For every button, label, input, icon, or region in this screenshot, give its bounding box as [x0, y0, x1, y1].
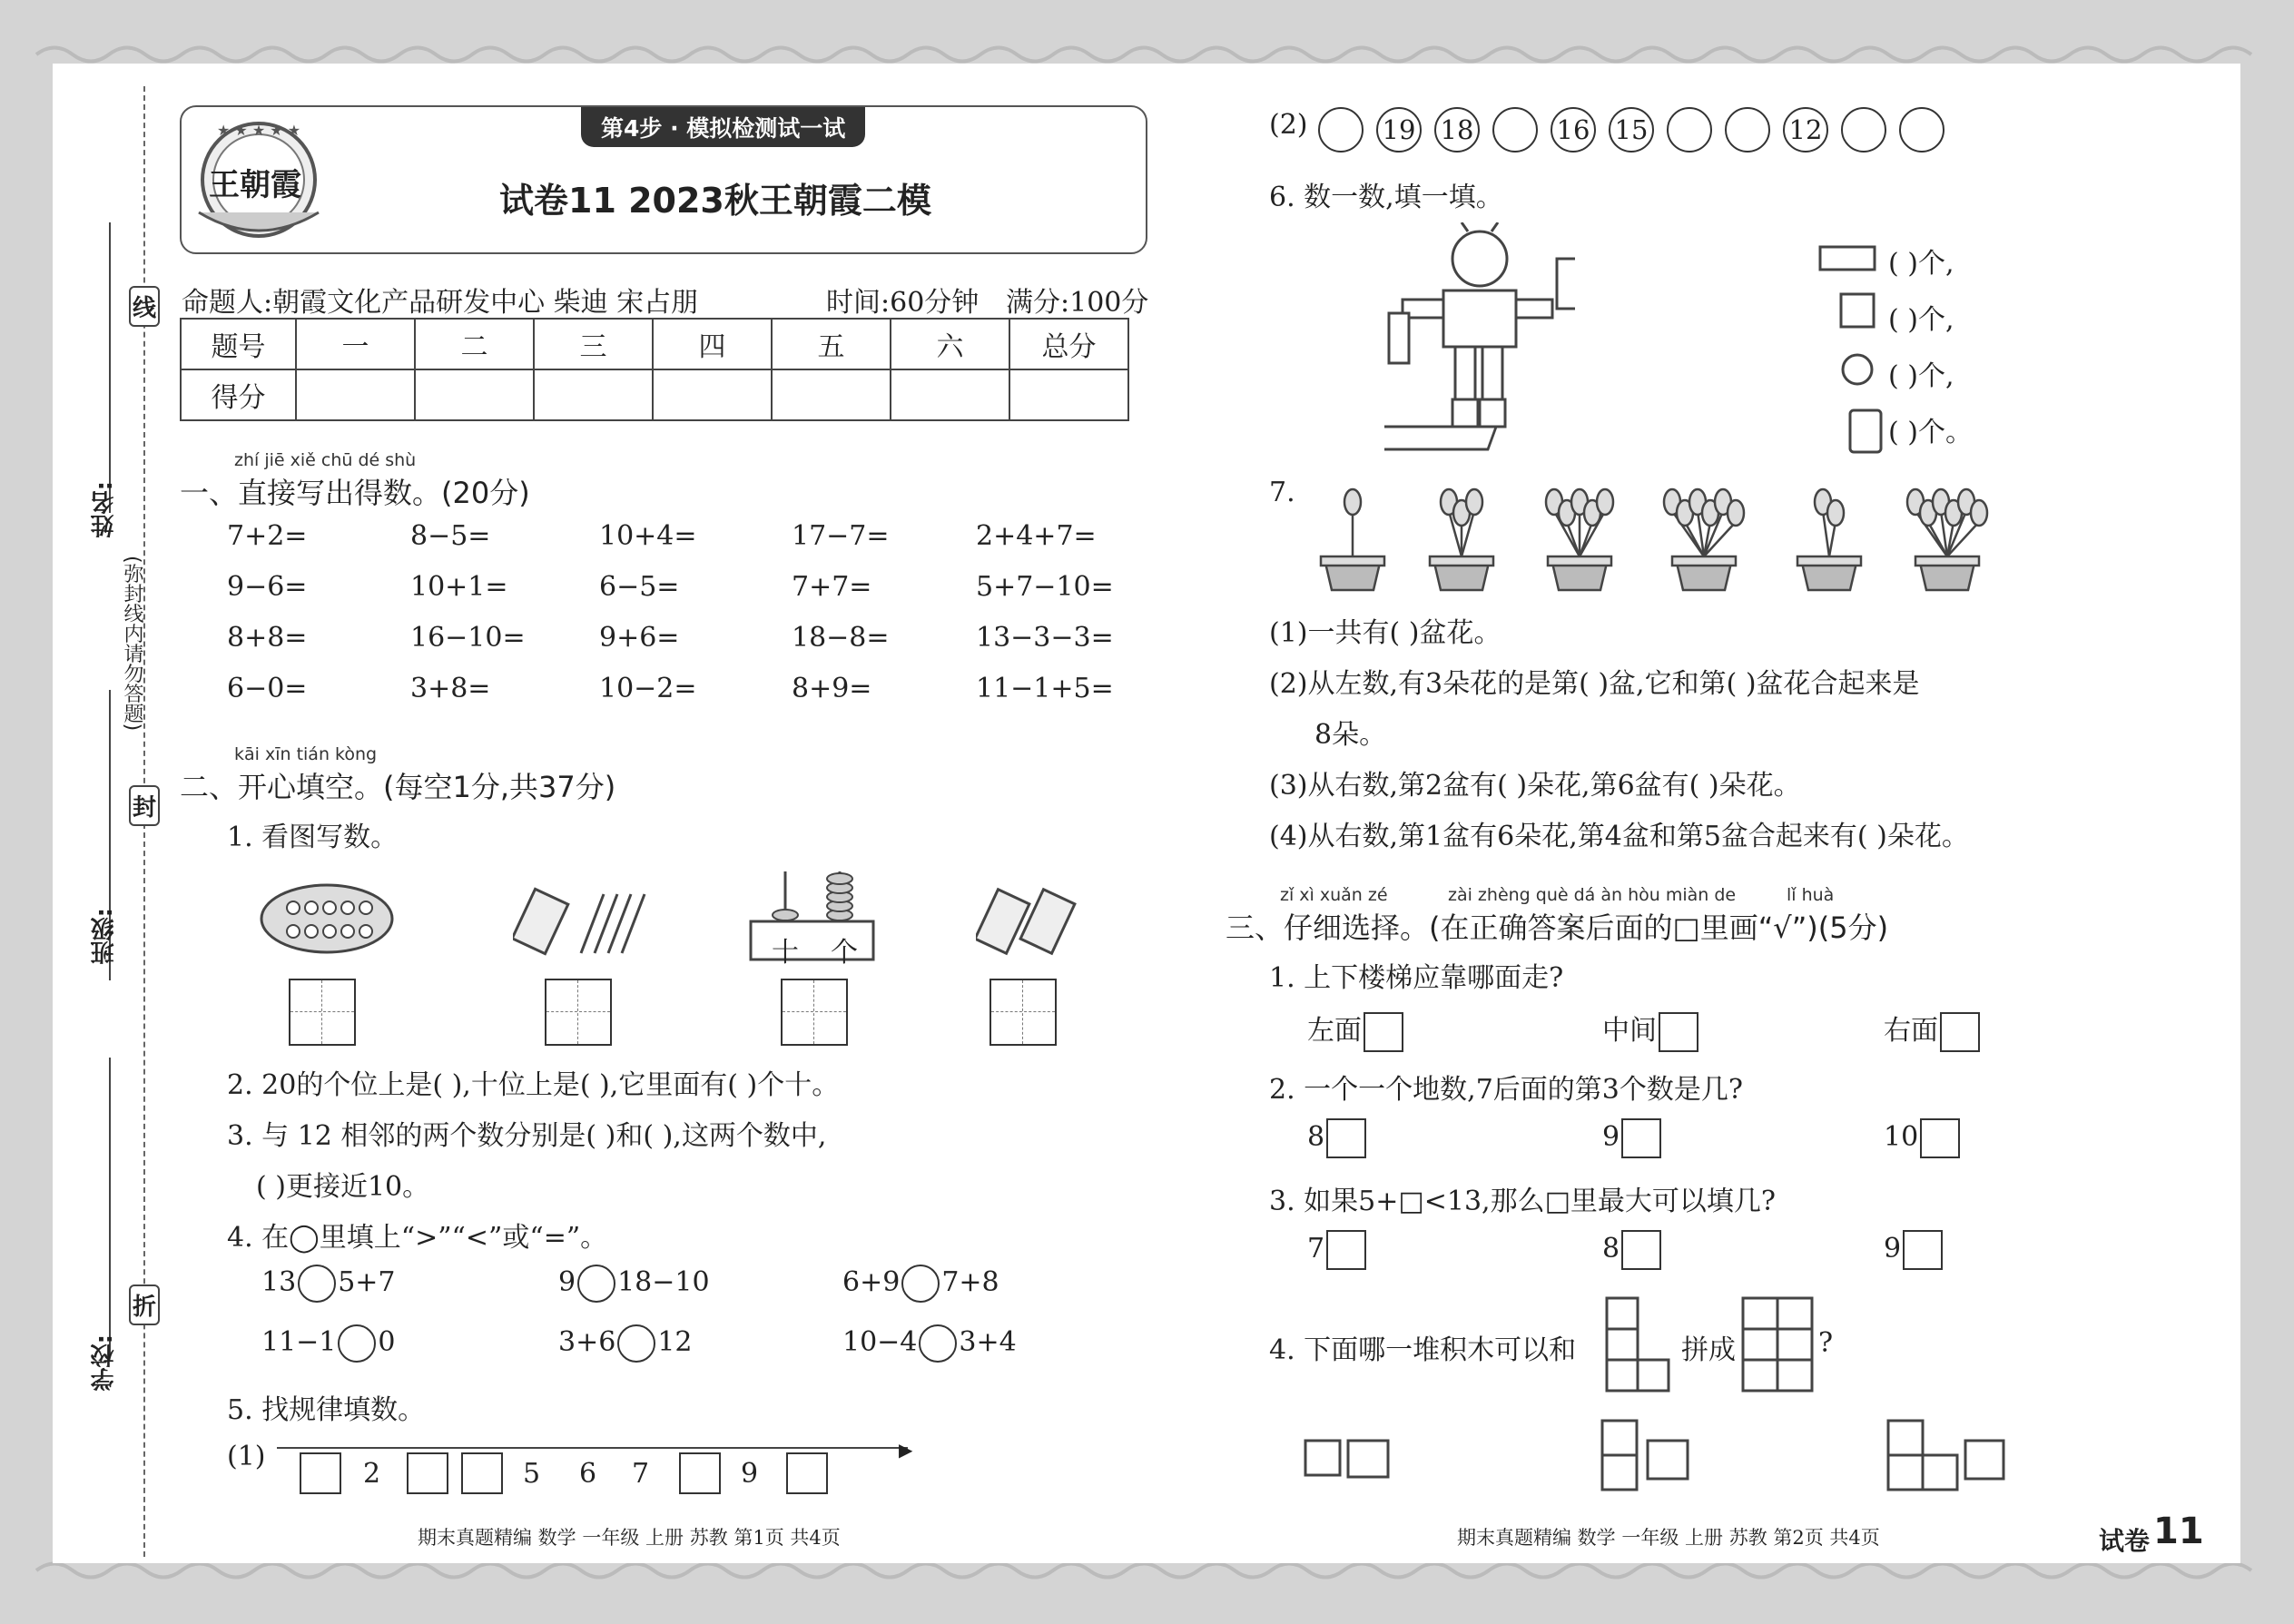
q5-2-label: (2) [1269, 109, 1308, 141]
score-header-label: 题号 [181, 319, 296, 369]
s3-q2: 2. 一个一个地数,7后面的第3个数是几? [1269, 1074, 1743, 1106]
blank-circle[interactable] [1725, 107, 1770, 156]
option-label: 8 [1307, 1121, 1325, 1153]
arithmetic-item: 7+7= [792, 571, 872, 603]
arithmetic-item: 8+8= [227, 622, 308, 654]
number-line [277, 1447, 908, 1449]
block-shape-target [1738, 1289, 1820, 1403]
q5-1-label: (1) [227, 1441, 266, 1472]
compare-circle[interactable] [298, 1265, 336, 1303]
arithmetic-item: 16−10= [410, 622, 526, 654]
seal-note: (弥封线内请勿答题) [121, 556, 143, 732]
flower-pot [1654, 477, 1754, 595]
arithmetic-item: 8+9= [792, 673, 872, 704]
score-label: 得分 [181, 369, 296, 420]
s3-q4b: 拼成 [1681, 1334, 1736, 1366]
bundles-picture [976, 885, 1085, 958]
number-line-arrow: ▶ [899, 1439, 913, 1461]
compare-circle[interactable] [338, 1324, 376, 1363]
block-option-a[interactable] [1303, 1430, 1393, 1484]
s3-q1: 1. 上下楼梯应靠哪面走? [1269, 962, 1564, 994]
school-label: 学校: [91, 1334, 118, 1392]
seal-mark-line: 线 [129, 286, 160, 327]
score-header-cell: 二 [415, 319, 534, 369]
option-label: 9 [1602, 1121, 1620, 1153]
arithmetic-item: 8−5= [410, 520, 491, 552]
s3-q4a: 4. 下面哪一堆积木可以和 [1269, 1334, 1577, 1366]
circle-label [1841, 107, 1886, 153]
option-checkbox[interactable] [1621, 1230, 1661, 1270]
s3-q4c: ? [1818, 1327, 1834, 1359]
option [1602, 1118, 1661, 1158]
option-checkbox[interactable] [1326, 1230, 1366, 1270]
score-cell[interactable] [415, 369, 534, 420]
compare-circle[interactable] [919, 1324, 957, 1363]
block-option-c[interactable] [1884, 1416, 2006, 1498]
circle-label [1318, 107, 1364, 153]
arithmetic-item: 13−3−3= [976, 622, 1114, 654]
option-label: 右面 [1884, 1015, 1938, 1047]
s1-pinyin: zhí jiē xiě chū dé shù [234, 450, 417, 470]
blank-circle[interactable] [1667, 107, 1712, 156]
sequence-circle [1609, 107, 1654, 153]
option-label: 左面 [1307, 1015, 1362, 1047]
option [1602, 1230, 1661, 1270]
arithmetic-item: 11−1+5= [976, 673, 1114, 704]
score-cell[interactable] [772, 369, 891, 420]
arithmetic-item: 3+8= [410, 673, 491, 704]
shape-count-line: ( )个, [1888, 248, 1954, 280]
s1-title: 一、直接写出得数。(20分) [180, 476, 530, 510]
answer-box-sticks[interactable] [545, 979, 612, 1046]
option-checkbox[interactable] [1940, 1012, 1980, 1052]
q7-line4: (4)从右数,第1盆有6朵花,第4盆和第5盆合起来有( )朵花。 [1269, 821, 1969, 852]
arithmetic-item: 10−2= [599, 673, 697, 704]
score-header-cell: 总分 [1009, 319, 1128, 369]
sequence-circle [1783, 107, 1828, 153]
blank-circle[interactable] [1899, 107, 1944, 156]
s3-pinyin2: zài zhèng què dá àn hòu miàn de [1448, 885, 1737, 905]
q7-line1: (1)一共有( )盆花。 [1269, 617, 1501, 649]
blank-circle[interactable] [1492, 107, 1538, 156]
arithmetic-item: 10+1= [410, 571, 508, 603]
option-checkbox[interactable] [1659, 1012, 1698, 1052]
step-banner: 第4步 · 模拟检测试一试 [581, 107, 865, 147]
seal-mark-seal: 封 [129, 785, 160, 826]
score-header-cell: 三 [534, 319, 653, 369]
abacus-ones-label: 个 [831, 937, 858, 969]
paper-label: 试卷 [2099, 1526, 2151, 1556]
compare-right: 0 [378, 1326, 396, 1358]
shape-count-line: ( )个, [1888, 360, 1954, 392]
flower-pot [1897, 477, 1997, 595]
compare-circle[interactable] [901, 1265, 940, 1303]
arithmetic-item: 6−0= [227, 673, 308, 704]
compare-item [842, 1265, 999, 1303]
option-checkbox[interactable] [1903, 1230, 1943, 1270]
name-line [109, 222, 111, 513]
s2-q3a: 3. 与 12 相邻的两个数分别是( )和( ),这两个数中, [227, 1120, 827, 1152]
compare-left: 10−4 [842, 1326, 918, 1358]
compare-right: 12 [657, 1326, 693, 1358]
score-header-cell: 五 [772, 319, 891, 369]
score-header-cell: 四 [653, 319, 772, 369]
arithmetic-item: 9−6= [227, 571, 308, 603]
shapes-legend [1816, 238, 1888, 456]
paper-number: 11 [2153, 1511, 2204, 1552]
robot-picture [1384, 222, 1575, 458]
q7-line2b: 8朵。 [1314, 719, 1387, 751]
option-label: 7 [1307, 1233, 1325, 1265]
blank-box[interactable] [461, 1452, 503, 1494]
score-header-row [181, 319, 1128, 369]
shape-count-line: ( )个, [1888, 304, 1954, 336]
option [1884, 1118, 1960, 1158]
seal-mark-fold: 折 [129, 1284, 160, 1325]
circle-label: 19 [1376, 107, 1422, 153]
circle-label [1667, 107, 1712, 153]
option-checkbox[interactable] [1326, 1118, 1366, 1158]
score-header-cell: 一 [296, 319, 415, 369]
footer-left: 期末真题精编 数学 一年级 上册 苏教 第1页 共4页 [418, 1527, 841, 1549]
sequence-number: 2 [363, 1458, 381, 1490]
compare-circle[interactable] [617, 1324, 655, 1363]
sequence-number: 9 [741, 1458, 759, 1490]
s2-q1: 1. 看图写数。 [227, 822, 399, 853]
name-label: 姓名: [91, 481, 118, 538]
s2-title: 二、开心填空。(每空1分,共37分) [180, 770, 616, 804]
option-label: 8 [1602, 1233, 1620, 1265]
sequence-number: 6 [579, 1458, 597, 1490]
abacus-tens-label: 十 [772, 937, 799, 969]
compare-right: 7+8 [941, 1266, 999, 1298]
s3-q3: 3. 如果5+□<13,那么□里最大可以填几? [1269, 1186, 1777, 1217]
s3-pinyin1: zǐ xì xuǎn zé [1280, 885, 1388, 905]
full-score: 满分:100分 [1006, 287, 1149, 319]
score-cell[interactable] [534, 369, 653, 420]
flower-pot [1779, 477, 1879, 595]
compare-left: 3+6 [558, 1326, 616, 1358]
compare-item [261, 1265, 396, 1303]
arithmetic-item: 9+6= [599, 622, 680, 654]
option [1307, 1008, 1403, 1052]
score-cell[interactable] [653, 369, 772, 420]
option-label: 中间 [1602, 1015, 1657, 1047]
q7-title: 7. [1269, 477, 1295, 508]
blank-box[interactable] [679, 1452, 721, 1494]
arithmetic-item: 10+4= [599, 520, 697, 552]
arithmetic-item: 2+4+7= [976, 520, 1097, 552]
option-checkbox[interactable] [1364, 1012, 1403, 1052]
sticks-picture [513, 885, 649, 958]
s2-q5: 5. 找规律填数。 [227, 1394, 426, 1426]
circle-label: 16 [1551, 107, 1596, 153]
shape-count-line: ( )个。 [1888, 417, 1973, 448]
s2-pinyin: kāi xīn tián kòng [234, 744, 378, 764]
score-row [181, 369, 1128, 420]
q6-title: 6. 数一数,填一填。 [1269, 182, 1503, 213]
score-table [180, 318, 1129, 421]
sequence-circle [1551, 107, 1596, 153]
arithmetic-item: 6−5= [599, 571, 680, 603]
option [1884, 1008, 1980, 1052]
sequence-circle [1376, 107, 1422, 153]
arithmetic-item: 18−8= [792, 622, 890, 654]
circle-label [1899, 107, 1944, 153]
flower-pot [1303, 477, 1403, 595]
score-cell[interactable] [296, 369, 415, 420]
compare-left: 11−1 [261, 1326, 337, 1358]
class-label: 班级: [91, 908, 118, 965]
option-label: 9 [1884, 1233, 1902, 1265]
score-cell[interactable] [1009, 369, 1128, 420]
q7-line2: (2)从左数,有3朵花的是第( )盆,它和第( )盆花合起来是 [1269, 668, 1920, 700]
circle-label: 18 [1434, 107, 1480, 153]
s2-q4: 4. 在◯里填上“>”“<”或“=”。 [227, 1222, 608, 1254]
answer-box-bundles[interactable] [989, 979, 1057, 1046]
block-shape-l [1602, 1289, 1670, 1403]
candy-picture [259, 882, 395, 955]
circle-label [1492, 107, 1538, 153]
answer-box-abacus[interactable] [781, 979, 848, 1046]
compare-left: 13 [261, 1266, 297, 1298]
circle-label: 15 [1609, 107, 1654, 153]
compare-right: 3+4 [959, 1326, 1017, 1358]
q7-line3: (3)从右数,第2盆有( )朵花,第6盆有( )朵花。 [1269, 770, 1801, 802]
circle-label: 12 [1783, 107, 1828, 153]
logo-text: 王朝霞 [209, 167, 301, 203]
circle-label [1725, 107, 1770, 153]
compare-right: 5+7 [338, 1266, 396, 1298]
option-checkbox[interactable] [1621, 1118, 1661, 1158]
paper-title: 试卷11 2023秋王朝霞二模 [499, 181, 931, 221]
arithmetic-item: 5+7−10= [976, 571, 1114, 603]
answer-box-candy[interactable] [289, 979, 356, 1046]
authors: 命题人:朝霞文化产品研发中心 柴迪 宋占朋 [182, 287, 699, 319]
compare-item [261, 1324, 396, 1363]
option [1602, 1008, 1698, 1052]
compare-left: 6+9 [842, 1266, 901, 1298]
option-label: 10 [1884, 1121, 1919, 1153]
s2-q3b: ( )更接近10。 [256, 1171, 430, 1203]
option [1307, 1118, 1366, 1158]
flower-pot [1412, 477, 1511, 595]
option [1307, 1230, 1366, 1270]
compare-item [842, 1324, 1017, 1363]
sequence-circle [1434, 107, 1480, 153]
s3-title: 三、仔细选择。(在正确答案后面的□里画“√”)(5分) [1226, 910, 1889, 945]
compare-item [558, 1324, 693, 1363]
score-header-cell: 六 [891, 319, 1009, 369]
sequence-number: 7 [632, 1458, 650, 1490]
compare-circle[interactable] [577, 1265, 615, 1303]
blank-box[interactable] [786, 1452, 828, 1494]
blank-circle[interactable] [1318, 107, 1364, 156]
school-line [109, 1058, 111, 1357]
s3-pinyin3: lǐ huà [1787, 885, 1835, 905]
flower-pot [1530, 477, 1629, 595]
arithmetic-item: 17−7= [792, 520, 890, 552]
compare-right: 18−10 [617, 1266, 710, 1298]
sequence-number: 5 [523, 1458, 541, 1490]
score-cell[interactable] [891, 369, 1009, 420]
block-option-b[interactable] [1598, 1416, 1698, 1498]
option [1884, 1230, 1943, 1270]
blank-box[interactable] [300, 1452, 341, 1494]
compare-item [558, 1265, 710, 1303]
option-checkbox[interactable] [1920, 1118, 1960, 1158]
blank-box[interactable] [407, 1452, 448, 1494]
arithmetic-item: 7+2= [227, 520, 308, 552]
svg-text:★ ★ ★ ★ ★: ★ ★ ★ ★ ★ [216, 122, 301, 139]
footer-right: 期末真题精编 数学 一年级 上册 苏教 第2页 共4页 [1457, 1527, 1880, 1549]
time-limit: 时间:60分钟 [826, 287, 980, 319]
compare-left: 9 [558, 1266, 576, 1298]
blank-circle[interactable] [1841, 107, 1886, 156]
s2-q2: 2. 20的个位上是( ),十位上是( ),它里面有( )个十。 [227, 1069, 840, 1101]
